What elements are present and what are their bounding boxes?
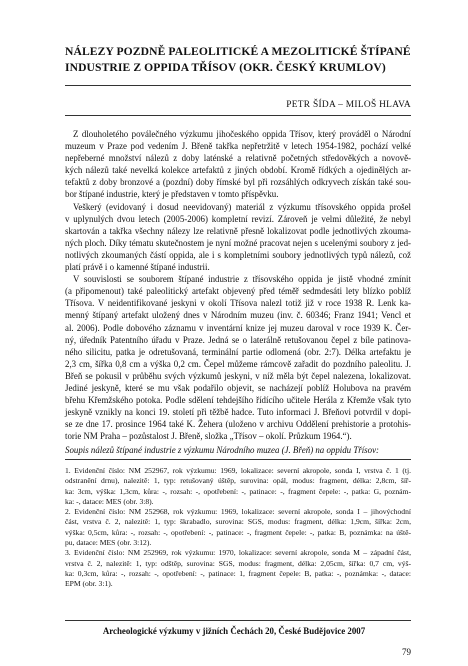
body-line: bor štípané industrie, který je představen v tomto příspěvku. [65,189,279,200]
body-line: Jediné jeskyně, které se mu však podařilo objevit, se nacházejí poblíž Holubova na pravém [65,382,411,393]
body-line: nepřeberné množství nálezů z doby laténské a relativně početných středověkých a novově- [65,153,411,164]
entry-line: výška: 0,5cm, kůra: -, rozsah: -, opotřebení: -, patinace: -, fragment čepele: -, patka: B, poznámka: na úště- [65,527,411,537]
entry-line: ka: 0,3cm, kůra: -, rozsah: -, opotřebení: -, patinace: 1, fragment čepele: B, patka: -, poznámka: -, datace: [65,568,411,578]
title-rule [65,85,411,86]
entry-line: 1. Evidenční číslo: NM 252967, rok výzkumu: 1969, lokalizace: severní akropole, sonda I, vrstva č. 1 (tj. [65,466,411,475]
body-line: kých nálezů také nevelká kolekce artefaktů z jiných období. Kromě řídkých a ojedinělých ar- [65,165,411,176]
body-line: notlivých zkoumaných částí oppida, ale i s kompletními soubory jednotlivých typů nálezů, což [65,249,411,260]
body-line: Z dlouholetého poválečného výzkumu jihočeského oppida Třísov, který prováděl o Národní [73,129,411,139]
authors: PETR ŠÍDA – MILOŠ HLAVA [286,100,411,110]
entry-line: 2. Evidenční číslo: NM 252968, rok výzkumu: 1969, lokalizace: severní akropole, sonda I – jihovýchodní [65,507,411,517]
entry-line: část, vrstva č. 2, nalezitě: 1, typ: škrabadlo, surovina: SGS, modus: fragment, délka: 1,9cm, šířka: 2cm, [65,517,411,527]
body-line: al. 2006). Podle dobového záznamu v inventární knize jej muzeu daroval v roce 1939 K. Čer- [65,322,411,333]
body-line: Veškerý (evidovaný i dosud neevidovaný) materiál z výzkumu třísovského oppida prošel [73,201,411,212]
body-line: platí právě i o kamenné štípané industrii. [65,262,210,273]
body-line: (a připomenout) také paleolitický artefakt objevený před téměř sedmdesáti lety blízko poblíž [65,286,411,297]
page-number: 79 [402,647,411,657]
caption-rule [65,459,411,460]
entry-line: 3. Evidenční číslo: NM 252969, rok výzkumu: 1970, lokalizace: severní akropole, sonda M – západní část, [65,548,411,558]
body-line: Břeň se pokusil v průběhu svých výzkumů jeskyni, v níž měla být čepel nalezena, lokalizovat. [65,370,411,381]
body-line: v uplynulých dvou letech (2005-2006) kompletní revizí. Zároveň je velmi důležité, že nebyl [65,213,411,224]
body-line: ný, úředník Patentního úřadu v Praze. Jedná se o laterálně retušovanou čepel z bíle patinova- [65,334,411,345]
body-line: 2,3 cm, šířka 0,8 cm a výška 0,2 cm. Čepel můžeme rámcově zařadit do pozdního paleolitu. J. [65,358,411,369]
body-line: muzeum v Praze pod vedením J. Břeně takřka nepřetržitě v letech 1954-1982, pochází velké [65,141,411,152]
inventory-entries [65,466,411,590]
body-line: Třísova. V neidentifikované jeskyni v okolí Třísova nalezl totiž již v roce 1938 R. Lenk ka- [65,298,411,309]
body-line: ného silicitu, patka je odretušovaná, terminální partie odlomená (obr. 2:7). Délka artefaktu je [65,346,411,357]
title-line: INDUSTRIE Z OPPIDA TŘÍSOV (OKR. ČESKÝ KRUMLOV) [65,61,386,74]
entry-line: EPM (obr. 3:1). [65,579,113,589]
body-line: skartován a takřka všechny nálezy lze relativně přesně lokalizovat podle jednotlivých zkouma- [65,225,411,236]
body-line: torie NM Praha – pozůstalost J. Břeně, složka „Třísov – okolí. Průzkum 1964.“). [65,431,352,442]
journal-footer: Archeologické výzkumy v jižních Čechách 20, České Budějovice 2007 [102,626,366,636]
entry-line: pu, datace: MES (obr. 3:12). [65,538,152,548]
body-line: jeskyně vznikly na konci 19. století při těžbě hadce. Tuto informaci J. Břeňovi potvrdil v dopi- [65,407,411,418]
entry-line: ka: -, datace: MES (obr. 3:8). [65,496,154,506]
body-line: se ze dne 17. prosince 1964 také K. Žehera (uloženo v archivu Oddělení prehistorie a protohis- [65,419,411,430]
body-line: ných ploch. Díky tématu skutečnostem je nyní možné pracovat nejen s ucelenými soubory z jed- [65,237,411,248]
entry-line: odstranění drnu), nalezitě: 1, typ: retušovaný úštěp, surovina: opál, modus: fragment, délka: 2,8cm, šíř- [65,476,411,486]
footer-rule [65,620,411,621]
body-text [65,128,411,442]
inventory-caption: Soupis nálezů štípané industrie z výzkumu Národního muzea (J. Břeň) na oppidu Třísov: [65,445,379,455]
title-line: NÁLEZY POZDNĚ PALEOLITICKÉ A MEZOLITICKÉ ŠTÍPANÉ [65,45,411,58]
article-title [65,44,410,76]
body-line: břehu Křemžského potoka. Podle sdělení tehdejšího řídícího učitele Herála z Křemže však tyto [65,395,411,406]
authors-rule [65,115,411,116]
body-line: tefaktů z doby bronzové a (pozdní) doby římské byl při rozsáhlých odkryvech získán také sou- [65,177,411,188]
body-line: menný štípaný artefakt uložený dnes v Národním muzeu (inv. č. 60346; Franz 1941; Vencl et [65,310,411,321]
body-line: V souvislosti se souborem štípané industrie z třísovského oppida je jistě vhodné zmínit [73,274,411,285]
entry-line: ka: 3cm, výška: 1,3cm, kůra: -, rozsah: -, opotřebení: -, patinace: -, fragment čepele: -, patka: G, poznám- [65,486,411,496]
entry-line: vrstva č. 2, nalezitě: 1, typ: odštěp, surovina: SGS, modus: fragment, délka: 2,05cm, šířka: 0,7 cm, výš- [65,558,411,568]
